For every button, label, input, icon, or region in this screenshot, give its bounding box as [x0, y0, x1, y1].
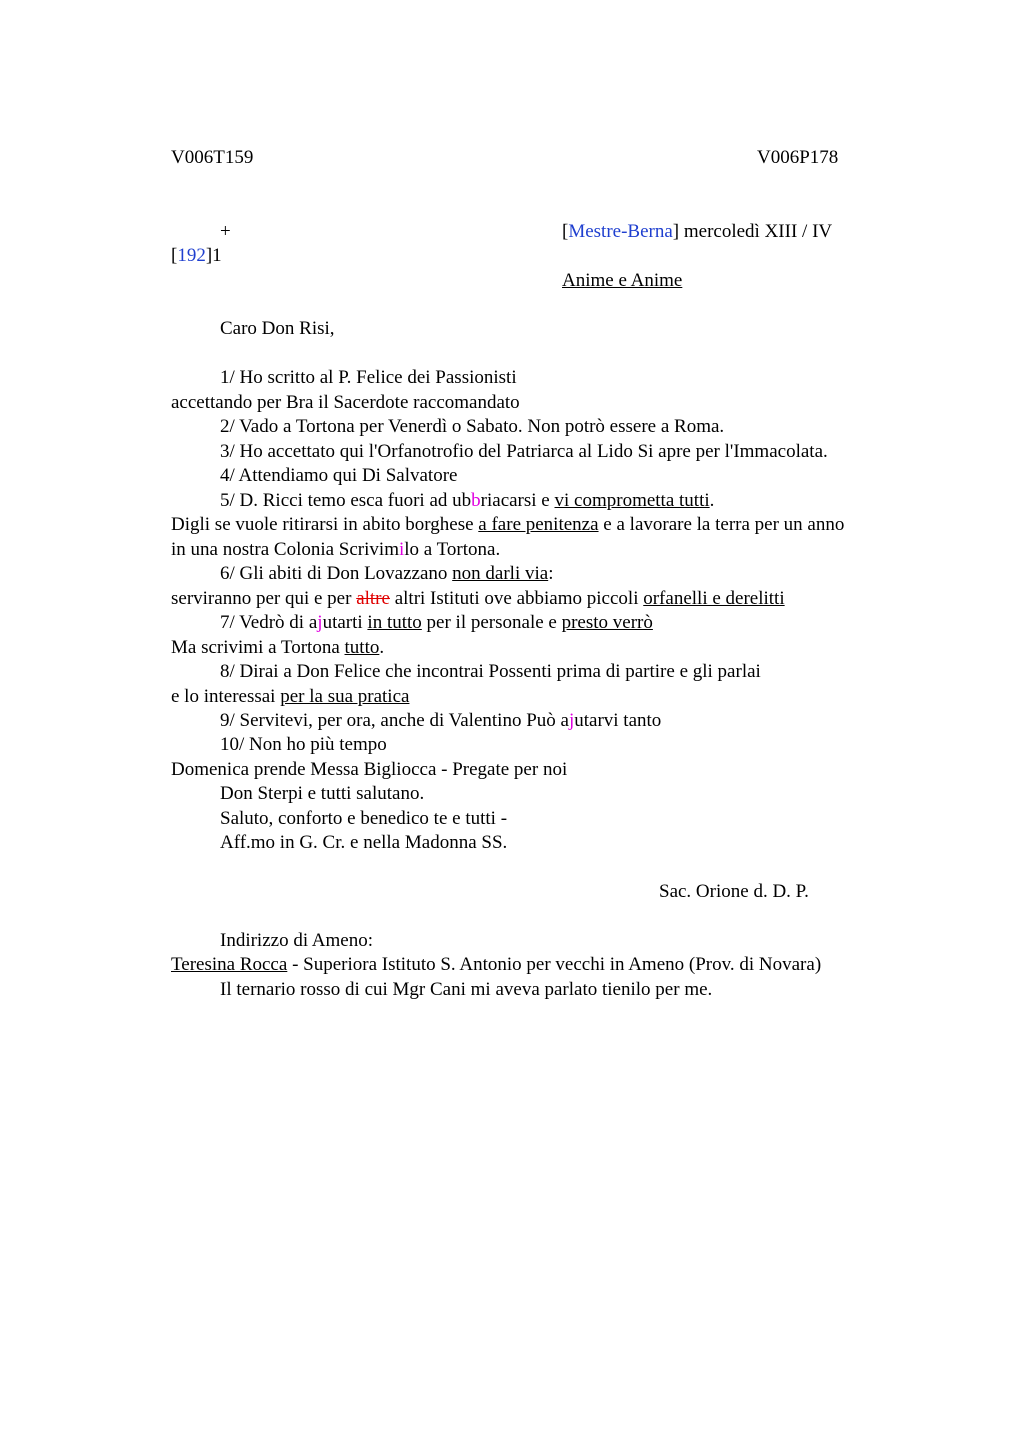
address-line — [171, 953, 821, 977]
place-bracket-open: [ — [562, 221, 569, 242]
closing-line-3: Saluto, conforto e benedico te e tutti - — [220, 808, 508, 829]
underlined-text: in tutto — [367, 612, 422, 633]
text-run: serviranno per qui e per — [171, 588, 357, 609]
text-run: : — [548, 563, 554, 584]
point-2: 2/ Vado a Tortona per Venerdì o Sabato. Non potrò essere a Roma. — [220, 416, 725, 437]
postscript: Il ternario rosso di cui Mgr Cani mi aveva parlato tienilo per me. — [220, 979, 713, 1000]
text-run: in una nostra Colonia Scrivim — [171, 539, 399, 560]
text-run: Digli se vuole ritirarsi in abito borghese — [171, 514, 479, 535]
text-run: 6/ Gli abiti di Don Lovazzano — [220, 563, 453, 584]
signature: Sac. Orione d. D. P. — [659, 881, 809, 902]
point-5-line-2 — [171, 513, 844, 537]
text-run: Ma scrivimi a Tortona — [171, 637, 345, 658]
text-run: utarti — [322, 612, 368, 633]
correction-letter: i — [398, 539, 405, 560]
point-5-line-3 — [171, 538, 500, 562]
text-run: 7/ Vedrò di a — [220, 612, 318, 633]
correction-letter: j — [568, 710, 575, 731]
cross-mark: + — [220, 221, 231, 242]
text-run: 9/ Servitevi, per ora, anche di Valentino Può a — [220, 710, 569, 731]
motto: Anime e Anime — [562, 270, 683, 291]
salutation: Caro Don Risi, — [220, 318, 335, 339]
point-7-line-2 — [171, 636, 384, 660]
place-name: Mestre-Berna — [568, 221, 673, 242]
underlined-text: orfanelli e derelitti — [643, 588, 785, 609]
closing-line-1: Domenica prende Messa Bigliocca - Pregate per noi — [171, 759, 568, 780]
struck-text: altre — [356, 588, 390, 609]
point-8-line-1: 8/ Dirai a Don Felice che incontrai Possenti prima di partire e gli parlai — [220, 661, 761, 682]
recipient-name: Teresina Rocca — [171, 954, 288, 975]
text-run: . — [379, 637, 385, 658]
text-run: altri Istituti ove abbiamo piccoli — [389, 588, 644, 609]
text-run: 5/ D. Ricci temo esca fuori ad ub — [220, 490, 472, 511]
year-bracket-close: ]1 — [205, 245, 222, 266]
text-run: e lo interessai — [171, 686, 281, 707]
point-1-line-2: accettando per Bra il Sacerdote raccomandato — [171, 392, 520, 413]
point-5-line-1 — [220, 489, 714, 513]
text-run: lo a Tortona. — [404, 539, 501, 560]
underlined-text: presto verrò — [561, 612, 653, 633]
document-code-left: V006T159 — [171, 147, 254, 168]
underlined-text: tutto — [344, 637, 380, 658]
underlined-text: per la sua pratica — [280, 686, 410, 707]
year-bracket-open: [ — [171, 245, 178, 266]
point-7-line-1 — [220, 611, 653, 635]
address-label: Indirizzo di Ameno: — [220, 930, 374, 951]
text-run: riacarsi e — [480, 490, 555, 511]
date-text: ] mercoledì XIII / IV — [672, 221, 833, 242]
closing-line-4: Aff.mo in G. Cr. e nella Madonna SS. — [220, 832, 508, 853]
year-number: 192 — [177, 245, 206, 266]
point-9 — [220, 709, 661, 733]
underlined-text: non darli via — [452, 563, 549, 584]
closing-line-2: Don Sterpi e tutti salutano. — [220, 783, 425, 804]
point-10: 10/ Non ho più tempo — [220, 734, 387, 755]
point-1-line-1: 1/ Ho scritto al P. Felice dei Passionisti — [220, 367, 517, 388]
underlined-text: a fare penitenza — [478, 514, 599, 535]
point-8-line-2 — [171, 685, 409, 709]
place-date — [562, 220, 832, 244]
point-4: 4/ Attendiamo qui Di Salvatore — [220, 465, 458, 486]
correction-letter: b — [471, 490, 481, 511]
text-run: per il personale e — [421, 612, 562, 633]
address-text: - Superiora Istituto S. Antonio per vecchi in Ameno (Prov. di Novara) — [287, 954, 822, 975]
text-run: utarvi tanto — [574, 710, 662, 731]
document-code-right: V006P178 — [757, 147, 839, 168]
year-line — [171, 244, 222, 268]
underlined-text: vi comprometta tutti — [554, 490, 710, 511]
text-run: . — [709, 490, 715, 511]
correction-letter: j — [317, 612, 323, 633]
point-3: 3/ Ho accettato qui l'Orfanotrofio del Patriarca al Lido Si apre per l'Immacolata. — [220, 441, 828, 462]
point-6-line-1 — [220, 562, 553, 586]
point-6-line-2 — [171, 587, 785, 611]
text-run: e a lavorare la terra per un anno — [598, 514, 845, 535]
